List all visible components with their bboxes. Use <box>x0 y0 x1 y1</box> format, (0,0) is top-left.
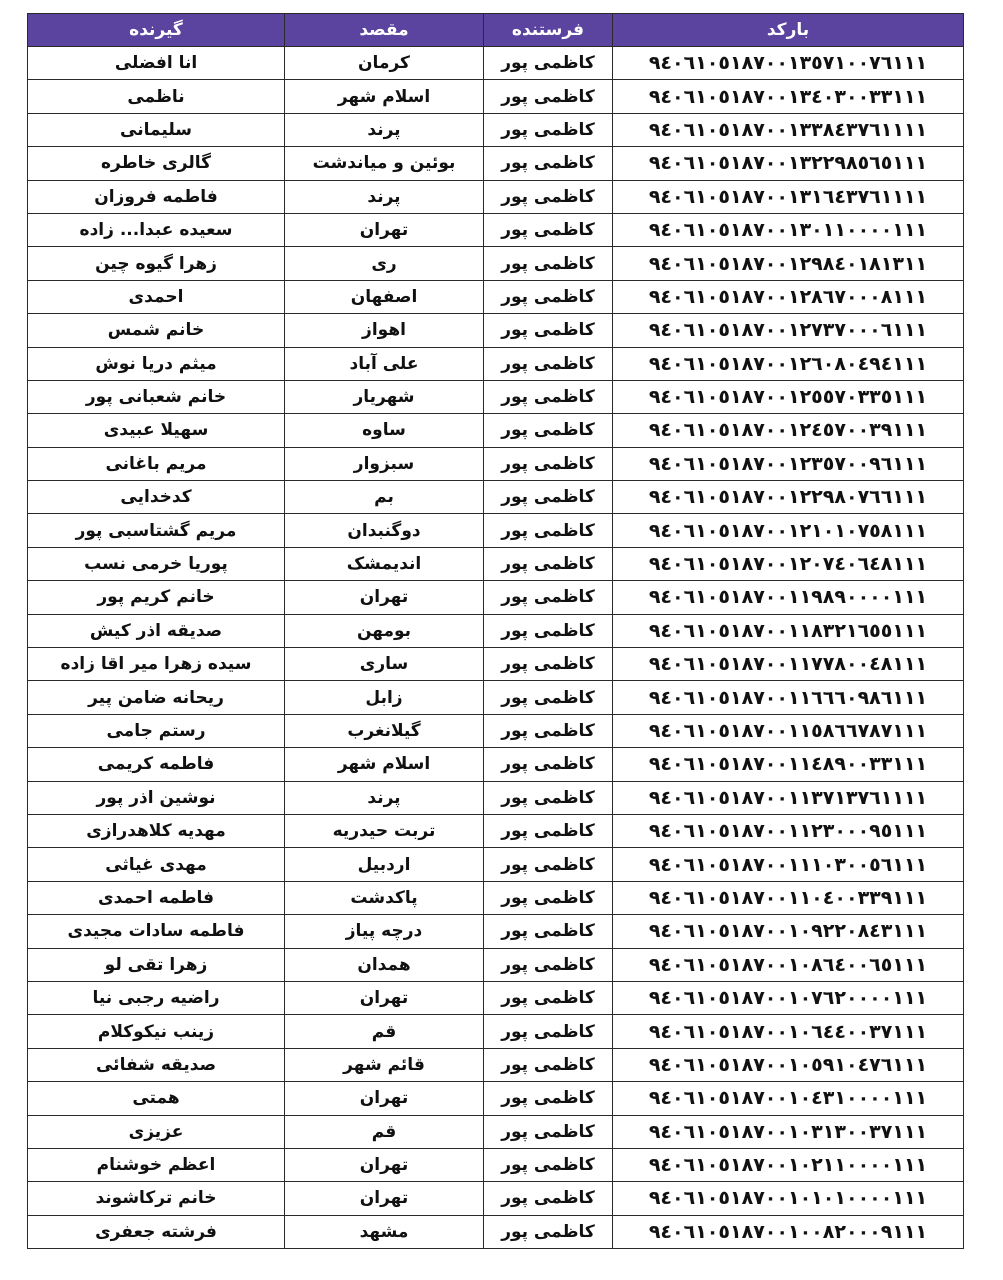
sender-cell: کاظمی پور <box>484 47 613 80</box>
receiver-cell: خانم ترکاشوند <box>28 1182 285 1215</box>
sender-cell: کاظمی پور <box>484 848 613 881</box>
sender-cell: کاظمی پور <box>484 648 613 681</box>
sender-cell: کاظمی پور <box>484 1182 613 1215</box>
destination-cell: اسلام شهر <box>285 80 484 113</box>
table-row <box>28 1115 964 1148</box>
receiver-cell: کدخدایی <box>28 481 285 514</box>
destination-cell: تربت حیدریه <box>285 814 484 847</box>
receiver-cell: رستم جامی <box>28 714 285 747</box>
header-row <box>28 14 964 47</box>
destination-cell: قم <box>285 1015 484 1048</box>
receiver-cell: فاطمه فروزان <box>28 180 285 213</box>
sender-cell: کاظمی پور <box>484 147 613 180</box>
table-row <box>28 113 964 146</box>
table-row <box>28 380 964 413</box>
receiver-cell: خانم شعبانی پور <box>28 380 285 413</box>
destination-cell: تهران <box>285 581 484 614</box>
table-row <box>28 247 964 280</box>
header-receiver: گیرنده <box>28 14 285 47</box>
destination-cell: ساوه <box>285 414 484 447</box>
table-row <box>28 581 964 614</box>
destination-cell: اردبیل <box>285 848 484 881</box>
receiver-cell: سلیمانی <box>28 113 285 146</box>
barcode-cell: ۹٤٠٦١٠٥١٨٧٠٠١٢٤٥٧٠٠٣٩١١١ <box>613 414 964 447</box>
barcode-cell: ۹٤٠٦١٠٥١٨٧٠٠١١٢٣٠٠٠٩٥١١١ <box>613 814 964 847</box>
destination-cell: بم <box>285 481 484 514</box>
sender-cell: کاظمی پور <box>484 113 613 146</box>
table-row <box>28 414 964 447</box>
receiver-cell: مریم باغانی <box>28 447 285 480</box>
barcode-cell: ۹٤٠٦١٠٥١٨٧٠٠١٢٢٩٨٠٧٦٦١١١ <box>613 481 964 514</box>
sender-cell: کاظمی پور <box>484 481 613 514</box>
destination-cell: بومهن <box>285 614 484 647</box>
barcode-cell: ۹٤٠٦١٠٥١٨٧٠٠١٠٣١٣٠٠٣٧١١١ <box>613 1115 964 1148</box>
barcode-cell: ۹٤٠٦١٠٥١٨٧٠٠١١٥٨٦٦٧٨٧١١١ <box>613 714 964 747</box>
sender-cell: کاظمی پور <box>484 681 613 714</box>
destination-cell: پرند <box>285 781 484 814</box>
sender-cell: کاظمی پور <box>484 781 613 814</box>
receiver-cell: فرشته جعفری <box>28 1215 285 1248</box>
sender-cell: کاظمی پور <box>484 714 613 747</box>
barcode-cell: ۹٤٠٦١٠٥١٨٧٠٠١٣١٦٤٣٧٦١١١١ <box>613 180 964 213</box>
destination-cell: دوگنبدان <box>285 514 484 547</box>
destination-cell: پاکدشت <box>285 881 484 914</box>
table-row <box>28 481 964 514</box>
receiver-cell: فاطمه سادات مجیدی <box>28 915 285 948</box>
table-row <box>28 1082 964 1115</box>
table-row <box>28 681 964 714</box>
destination-cell: مشهد <box>285 1215 484 1248</box>
table-row <box>28 447 964 480</box>
table-row <box>28 714 964 747</box>
receiver-cell: انا افضلی <box>28 47 285 80</box>
table-row <box>28 848 964 881</box>
table-row <box>28 1148 964 1181</box>
header-barcode: بارکد <box>613 14 964 47</box>
sender-cell: کاظمی پور <box>484 915 613 948</box>
destination-cell: کرمان <box>285 47 484 80</box>
barcode-cell: ۹٤٠٦١٠٥١٨٧٠٠١١٠٤٠٠٣٣٩١١١ <box>613 881 964 914</box>
header-destination: مقصد <box>285 14 484 47</box>
barcode-cell: ۹٤٠٦١٠٥١٨٧٠٠١٠٧٦٢٠٠٠٠١١١ <box>613 981 964 1014</box>
receiver-cell: خانم کریم پور <box>28 581 285 614</box>
table-row <box>28 547 964 580</box>
sender-cell: کاظمی پور <box>484 1082 613 1115</box>
destination-cell: علی آباد <box>285 347 484 380</box>
barcode-cell: ۹٤٠٦١٠٥١٨٧٠٠١٠٤٣١٠٠٠٠١١١ <box>613 1082 964 1115</box>
table-row <box>28 981 964 1014</box>
barcode-cell: ۹٤٠٦١٠٥١٨٧٠٠١٢٦٠٨٠٤٩٤١١١ <box>613 347 964 380</box>
table-row <box>28 781 964 814</box>
barcode-cell: ۹٤٠٦١٠٥١٨٧٠٠١٠٠٨٢٠٠٠٩١١١ <box>613 1215 964 1248</box>
receiver-cell: ناظمی <box>28 80 285 113</box>
destination-cell: درچه پیاز <box>285 915 484 948</box>
barcode-cell: ۹٤٠٦١٠٥١٨٧٠٠١٢١٠١٠٧٥٨١١١ <box>613 514 964 547</box>
sender-cell: کاظمی پور <box>484 814 613 847</box>
barcode-cell: ۹٤٠٦١٠٥١٨٧٠٠١٠٩٢٢٠٨٤٣١١١ <box>613 915 964 948</box>
sender-cell: کاظمی پور <box>484 280 613 313</box>
table-row <box>28 1215 964 1248</box>
barcode-cell: ۹٤٠٦١٠٥١٨٧٠٠١٢٧٣٧٠٠٠٦١١١ <box>613 314 964 347</box>
destination-cell: سبزوار <box>285 447 484 480</box>
barcode-cell: ۹٤٠٦١٠٥١٨٧٠٠١٣٢٢٩٨٥٦٥١١١ <box>613 147 964 180</box>
barcode-cell: ۹٤٠٦١٠٥١٨٧٠٠١٣٤٠٣٠٠٣٣١١١ <box>613 80 964 113</box>
receiver-cell: مهدی غیاثی <box>28 848 285 881</box>
receiver-cell: میثم دریا نوش <box>28 347 285 380</box>
destination-cell: تهران <box>285 1082 484 1115</box>
table-row <box>28 748 964 781</box>
destination-cell: تهران <box>285 213 484 246</box>
receiver-cell: اعظم خوشنام <box>28 1148 285 1181</box>
receiver-cell: همتی <box>28 1082 285 1115</box>
receiver-cell: زهرا گیوه چین <box>28 247 285 280</box>
sender-cell: کاظمی پور <box>484 447 613 480</box>
barcode-cell: ۹٤٠٦١٠٥١٨٧٠٠١١٩٨٩٠٠٠٠١١١ <box>613 581 964 614</box>
table-row <box>28 648 964 681</box>
table-row <box>28 314 964 347</box>
barcode-cell: ۹٤٠٦١٠٥١٨٧٠٠١١١٠٣٠٠٥٦١١١ <box>613 848 964 881</box>
sender-cell: کاظمی پور <box>484 1148 613 1181</box>
table-row <box>28 1182 964 1215</box>
barcode-cell: ۹٤٠٦١٠٥١٨٧٠٠١١٨٣٢١٦٥٥١١١ <box>613 614 964 647</box>
destination-cell: بوئین و میاندشت <box>285 147 484 180</box>
receiver-cell: سیده زهرا میر اقا زاده <box>28 648 285 681</box>
destination-cell: تهران <box>285 1148 484 1181</box>
destination-cell: تهران <box>285 981 484 1014</box>
sender-cell: کاظمی پور <box>484 380 613 413</box>
receiver-cell: احمدی <box>28 280 285 313</box>
sender-cell: کاظمی پور <box>484 314 613 347</box>
sender-cell: کاظمی پور <box>484 881 613 914</box>
table-row <box>28 347 964 380</box>
receiver-cell: سعیده عبدا... زاده <box>28 213 285 246</box>
receiver-cell: مهدیه کلاهدرازی <box>28 814 285 847</box>
receiver-cell: صدیقه شفائی <box>28 1048 285 1081</box>
receiver-cell: عزیزی <box>28 1115 285 1148</box>
destination-cell: ری <box>285 247 484 280</box>
barcode-cell: ۹٤٠٦١٠٥١٨٧٠٠١٣٠١١٠٠٠٠١١١ <box>613 213 964 246</box>
table-row <box>28 180 964 213</box>
barcode-cell: ۹٤٠٦١٠٥١٨٧٠٠١١٣٧١٣٧٦١١١١ <box>613 781 964 814</box>
sender-cell: کاظمی پور <box>484 948 613 981</box>
barcode-cell: ۹٤٠٦١٠٥١٨٧٠٠١٢٩٨٤٠١٨١٣١١ <box>613 247 964 280</box>
sender-cell: کاظمی پور <box>484 1215 613 1248</box>
receiver-cell: راضیه رجبی نیا <box>28 981 285 1014</box>
table-row <box>28 915 964 948</box>
sender-cell: کاظمی پور <box>484 180 613 213</box>
destination-cell: پرند <box>285 180 484 213</box>
receiver-cell: فاطمه کریمی <box>28 748 285 781</box>
shipments-table <box>27 13 964 1249</box>
sender-cell: کاظمی پور <box>484 547 613 580</box>
receiver-cell: صدیقه اذر کیش <box>28 614 285 647</box>
receiver-cell: گالری خاطره <box>28 147 285 180</box>
receiver-cell: زینب نیکوکلام <box>28 1015 285 1048</box>
table-row <box>28 814 964 847</box>
receiver-cell: خانم شمس <box>28 314 285 347</box>
barcode-cell: ۹٤٠٦١٠٥١٨٧٠٠١٢٣٥٧٠٠٩٦١١١ <box>613 447 964 480</box>
sender-cell: کاظمی پور <box>484 80 613 113</box>
receiver-cell: فاطمه احمدی <box>28 881 285 914</box>
receiver-cell: نوشین اذر پور <box>28 781 285 814</box>
barcode-cell: ۹٤٠٦١٠٥١٨٧٠٠١١٤٨٩٠٠٣٣١١١ <box>613 748 964 781</box>
barcode-cell: ۹٤٠٦١٠٥١٨٧٠٠١٢٥٥٧٠٣٣٥١١١ <box>613 380 964 413</box>
sender-cell: کاظمی پور <box>484 581 613 614</box>
destination-cell: گیلانغرب <box>285 714 484 747</box>
barcode-cell: ۹٤٠٦١٠٥١٨٧٠٠١٣٣٨٤٣٧٦١١١١ <box>613 113 964 146</box>
table-row <box>28 280 964 313</box>
table-row <box>28 213 964 246</box>
table-row <box>28 147 964 180</box>
table-row <box>28 948 964 981</box>
table-row <box>28 1015 964 1048</box>
table-row <box>28 47 964 80</box>
sender-cell: کاظمی پور <box>484 748 613 781</box>
destination-cell: پرند <box>285 113 484 146</box>
barcode-cell: ۹٤٠٦١٠٥١٨٧٠٠١١٦٦٦٠٩٨٦١١١ <box>613 681 964 714</box>
destination-cell: شهریار <box>285 380 484 413</box>
table-row <box>28 881 964 914</box>
table-row <box>28 80 964 113</box>
destination-cell: همدان <box>285 948 484 981</box>
sender-cell: کاظمی پور <box>484 347 613 380</box>
destination-cell: قائم شهر <box>285 1048 484 1081</box>
receiver-cell: زهرا تقی لو <box>28 948 285 981</box>
sender-cell: کاظمی پور <box>484 1115 613 1148</box>
sender-cell: کاظمی پور <box>484 213 613 246</box>
sender-cell: کاظمی پور <box>484 1048 613 1081</box>
destination-cell: اصفهان <box>285 280 484 313</box>
receiver-cell: سهیلا عبیدی <box>28 414 285 447</box>
barcode-cell: ۹٤٠٦١٠٥١٨٧٠٠١٠٢١١٠٠٠٠١١١ <box>613 1148 964 1181</box>
sender-cell: کاظمی پور <box>484 514 613 547</box>
destination-cell: اهواز <box>285 314 484 347</box>
table-row <box>28 1048 964 1081</box>
receiver-cell: مریم گشتاسبی پور <box>28 514 285 547</box>
barcode-cell: ۹٤٠٦١٠٥١٨٧٠٠١٠٨٦٤٠٠٦٥١١١ <box>613 948 964 981</box>
barcode-cell: ۹٤٠٦١٠٥١٨٧٠٠١٢٠٧٤٠٦٤٨١١١ <box>613 547 964 580</box>
receiver-cell: پوریا خرمی نسب <box>28 547 285 580</box>
receiver-cell: ریحانه ضامن پیر <box>28 681 285 714</box>
table-row <box>28 614 964 647</box>
barcode-cell: ۹٤٠٦١٠٥١٨٧٠٠١١٧٧٨٠٠٤٨١١١ <box>613 648 964 681</box>
sender-cell: کاظمی پور <box>484 614 613 647</box>
barcode-cell: ۹٤٠٦١٠٥١٨٧٠٠١٠١٠١٠٠٠٠١١١ <box>613 1182 964 1215</box>
barcode-cell: ۹٤٠٦١٠٥١٨٧٠٠١٠٥٩١٠٤٧٦١١١ <box>613 1048 964 1081</box>
header-sender: فرستنده <box>484 14 613 47</box>
destination-cell: ساری <box>285 648 484 681</box>
destination-cell: اسلام شهر <box>285 748 484 781</box>
table-body <box>28 47 964 1249</box>
destination-cell: اندیمشک <box>285 547 484 580</box>
barcode-cell: ۹٤٠٦١٠٥١٨٧٠٠١٢٨٦٧٠٠٠٨١١١ <box>613 280 964 313</box>
table-row <box>28 514 964 547</box>
barcode-cell: ۹٤٠٦١٠٥١٨٧٠٠١٠٦٤٤٠٠٣٧١١١ <box>613 1015 964 1048</box>
barcode-cell: ۹٤٠٦١٠٥١٨٧٠٠١٣٥٧١٠٠٧٦١١١ <box>613 47 964 80</box>
sender-cell: کاظمی پور <box>484 247 613 280</box>
sender-cell: کاظمی پور <box>484 1015 613 1048</box>
destination-cell: قم <box>285 1115 484 1148</box>
destination-cell: تهران <box>285 1182 484 1215</box>
sender-cell: کاظمی پور <box>484 981 613 1014</box>
sender-cell: کاظمی پور <box>484 414 613 447</box>
destination-cell: زابل <box>285 681 484 714</box>
